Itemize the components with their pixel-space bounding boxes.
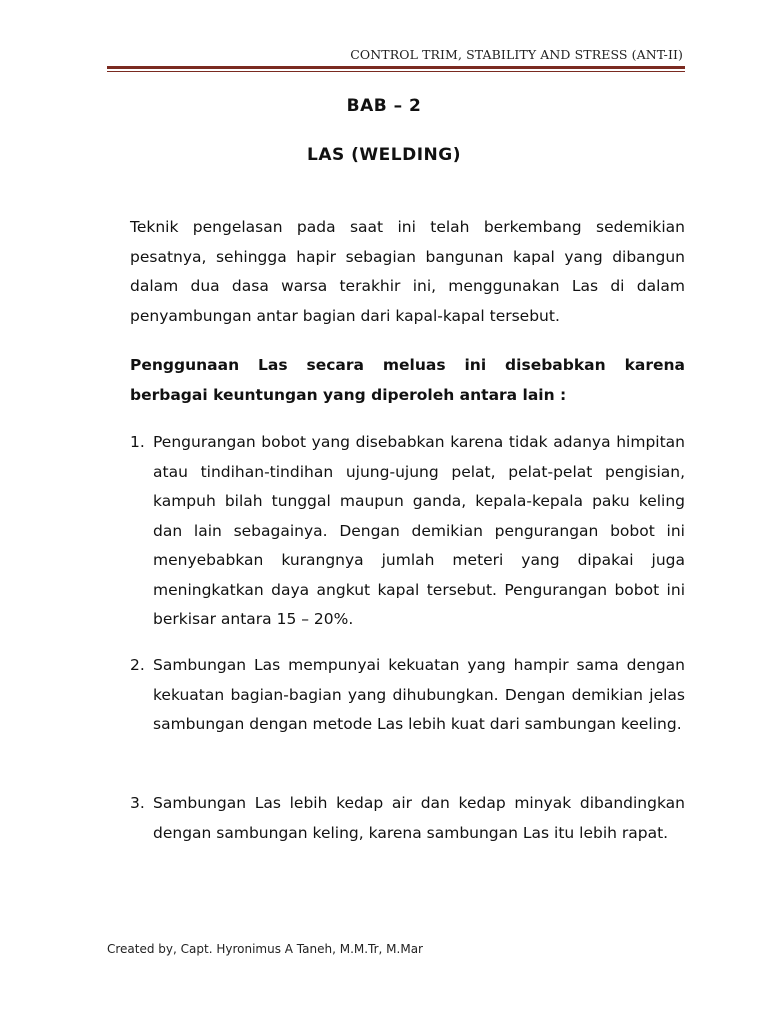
lead-paragraph: Penggunaan Las secara meluas ini disebabkan karena berbagai keuntungan yang diperoleh antara lain :: [130, 356, 685, 404]
intro-paragraph: Teknik pengelasan pada saat ini telah berkembang sedemikian pesatnya, sehingga hapir sebagian bangunan kapal yang dibangun dalam dua dasa warsa terakhir ini, menggunakan Las di dalam penyambungan antar bagian dari kapal-kapal tersebut.: [130, 218, 685, 325]
list-item: [130, 789, 685, 848]
list-item: [130, 651, 685, 740]
list-item-text: Pengurangan bobot yang disebabkan karena tidak adanya himpitan atau tindihan-tindihan ujung-ujung pelat, pelat-pelat pengisian, kampuh bilah tunggal maupun ganda, kepala-kepala paku keling dan lain sebagainya. Dengan demikian pengurangan bobot ini menyebabkan kurangnya jumlah meteri yang dipakai juga meningkatkan daya angkut kapal tersebut. Pengurangan bobot ini berkisar antara 15 – 20%.: [153, 433, 685, 628]
footer-credit: Created by, Capt. Hyronimus A Taneh, M.M.Tr, M.Mar: [107, 942, 423, 956]
list-item-number: 1.: [130, 433, 145, 451]
list-item-text: Sambungan Las lebih kedap air dan kedap minyak dibandingkan dengan sambungan keling, karena sambungan Las itu lebih rapat.: [153, 794, 685, 842]
running-header: CONTROL TRIM, STABILITY AND STRESS (ANT-II): [350, 47, 683, 62]
list-item-text: Sambungan Las mempunyai kekuatan yang hampir sama dengan kekuatan bagian-bagian yang dihubungkan. Dengan demikian jelas sambungan dengan metode Las lebih kuat dari sambungan keeling.: [153, 656, 685, 733]
chapter-number: BAB – 2: [346, 96, 422, 116]
list-item-number: 2.: [130, 656, 145, 674]
header-rule-thin: [107, 71, 685, 72]
list-item-number: 3.: [130, 794, 145, 812]
header-rule-thick: [107, 66, 685, 69]
list-item: [130, 428, 685, 635]
chapter-title: LAS (WELDING): [306, 145, 461, 165]
